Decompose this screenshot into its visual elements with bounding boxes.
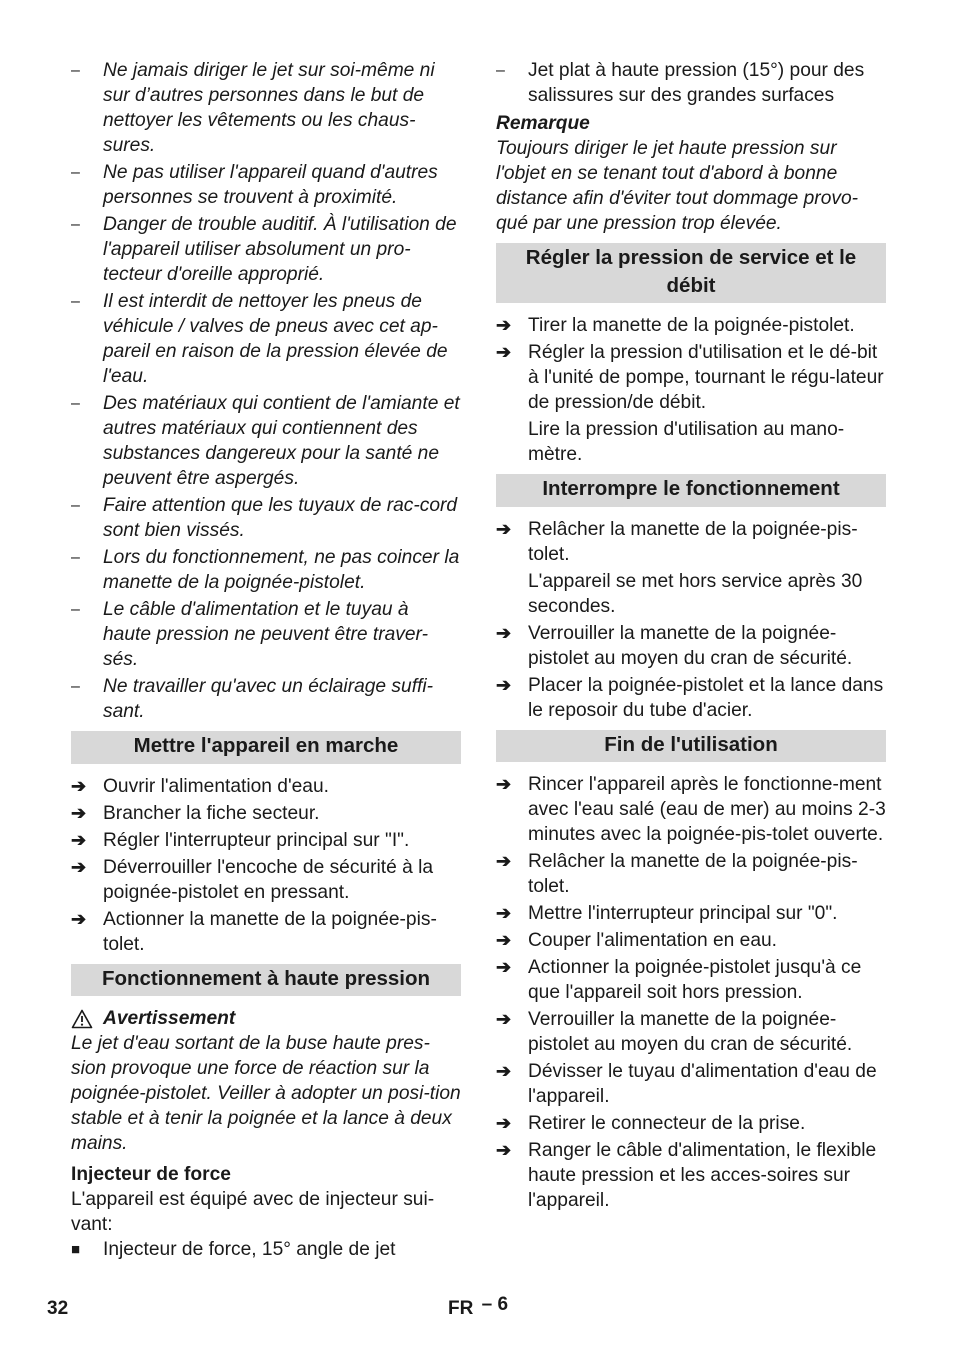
warning-label: Avertissement — [103, 1008, 236, 1029]
warning-text: Le jet d'eau sortant de la buse haute pres-sion provoque une force de réaction sur la poignée-pistolet. Veiller à adopter un posi-tion stable et à tenir la poignée et la lance à deux mains. — [71, 1033, 461, 1154]
list-item: – Danger de trouble auditif. À l'utilisation de l'appareil utiliser absolument un pro-tecteur d'oreille approprié. — [71, 214, 457, 285]
arrow-icon: ➔ — [71, 802, 87, 823]
dash-marker: – — [71, 678, 80, 695]
step-item: ➔ Actionner la poignée-pistolet jusqu'à ce que l'appareil soit hors pression. — [496, 957, 862, 1003]
list-item: – Ne pas utiliser l'appareil quand d'autres personnes se trouvent à proximité. — [71, 162, 438, 208]
dash-marker: – — [71, 395, 80, 412]
dash-marker: – — [71, 164, 80, 181]
arrow-icon: ➔ — [496, 930, 512, 950]
step-item: ➔ Placer la poignée-pistolet et la lance dans le reposoir du tube d'acier. — [496, 674, 884, 721]
dash-marker: – — [71, 216, 80, 233]
dash-marker: – — [71, 549, 80, 566]
list-item: – Le câble d'alimentation et le tuyau à haute pression ne peuvent être traver-sés. — [71, 599, 428, 670]
step-item: ➔ Verrouiller la manette de la poignée-pistolet au moyen du cran de sécurité. — [496, 622, 853, 669]
list-item: – Il est interdit de nettoyer les pneus de véhicule / valves de pneus avec cet ap-pareil en raison de la pression élevée de l'eau. — [71, 291, 448, 387]
start-steps — [71, 774, 461, 957]
step-item: ➔ Dévisser le tuyau d'alimentation d'eau de l'appareil. — [496, 1061, 877, 1107]
step-item: ➔ Mettre l'interrupteur principal sur "0". — [496, 903, 838, 924]
left-column — [71, 58, 461, 1264]
right-column — [496, 58, 886, 1215]
step-item: ➔ Retirer le connecteur de la prise. — [496, 1113, 806, 1134]
list-item: – Jet plat à haute pression (15°) pour des salissures sur des grandes surfaces — [496, 60, 865, 106]
step-item: ➔ Régler l'interrupteur principal sur "I". — [71, 829, 410, 851]
section-heading-high-pressure: Fonctionnement à haute pression — [71, 964, 461, 997]
list-item: – Ne jamais diriger le jet sur soi-même ni sur d’autres personnes dans le but de nettoyer les vêtements ou les chaus-sures. — [71, 60, 435, 156]
section-heading-interrupt: Interrompre le fonctionnement — [496, 474, 886, 507]
injector-label: Injecteur de force — [71, 1164, 231, 1185]
note-text: Toujours diriger le jet haute pression sur l'objet en se tenant tout d'abord à bonne distance afin d'éviter tout dommage provo-qué par une pression trop élevée. — [496, 138, 859, 234]
warning-triangle-icon — [71, 1009, 93, 1029]
end-steps — [496, 772, 886, 1213]
step-item: ➔ Déverrouiller l'encoche de sécurité à la poignée-pistolet en pressant. — [71, 856, 434, 903]
injector-text: L'appareil est équipé avec de injecteur sui-vant: — [71, 1189, 435, 1235]
square-bullet-icon: ■ — [71, 1241, 81, 1258]
step-item: ➔ Régler la pression d'utilisation et le dé-bit à l'unité de pompe, tournant le régu-lateur de pression/de débit. — [496, 342, 884, 413]
arrow-icon: ➔ — [496, 957, 512, 977]
arrow-icon: ➔ — [496, 518, 512, 539]
dash-marker: – — [496, 62, 505, 79]
section-heading-start: Mettre l'appareil en marche — [71, 731, 461, 764]
list-item: – Faire attention que les tuyaux de rac-cord sont bien vissés. — [71, 495, 458, 541]
dash-marker: – — [71, 497, 80, 514]
arrow-icon: ➔ — [71, 908, 87, 929]
dash-marker: – — [71, 62, 80, 79]
list-item: – Ne travailler qu'avec un éclairage suffi-sant. — [71, 676, 434, 722]
arrow-icon: ➔ — [496, 342, 512, 362]
step-item: ➔ Tirer la manette de la poignée-pistolet. — [496, 315, 855, 336]
list-item: ■ Injecteur de force, 15° angle de jet — [71, 1239, 396, 1260]
step-item: ➔ Verrouiller la manette de la poignée-pistolet au moyen du cran de sécurité. — [496, 1009, 853, 1055]
step-item: ➔ Ranger le câble d'alimentation, le flexible haute pression et les acces-soires sur l'appareil. — [496, 1140, 877, 1211]
arrow-icon: ➔ — [496, 1140, 512, 1160]
step-item: ➔ Rincer l'appareil après le fonctionne-ment avec l'eau salé (eau de mer) au moins 2-3 minutes avec la poignée-pis-tolet ouverte. — [496, 774, 886, 845]
list-item: – Lors du fonctionnement, ne pas coincer la manette de la poignée-pistolet. — [71, 547, 460, 593]
arrow-icon: ➔ — [496, 774, 512, 794]
dash-marker: – — [71, 293, 80, 310]
step-item: ➔ Ouvrir l'alimentation d'eau. — [71, 775, 329, 797]
step-note: L'appareil se met hors service après 30 secondes. — [528, 570, 863, 617]
arrow-icon: ➔ — [496, 1009, 512, 1029]
step-item: ➔ Couper l'alimentation en eau. — [496, 930, 777, 951]
step-item: ➔ Relâcher la manette de la poignée-pis-tolet. — [496, 518, 858, 565]
dash-marker: – — [71, 601, 80, 618]
arrow-icon: ➔ — [496, 903, 512, 923]
page-number: 32 — [47, 1298, 69, 1319]
language-code: FR — [448, 1298, 474, 1319]
arrow-icon: ➔ — [496, 1113, 512, 1133]
safety-list — [71, 58, 461, 724]
note-label: Remarque — [496, 113, 590, 134]
step-note: Lire la pression d'utilisation au mano-mètre. — [528, 419, 845, 465]
arrow-icon: ➔ — [71, 829, 87, 850]
arrow-icon: ➔ — [71, 775, 87, 796]
arrow-icon: ➔ — [496, 851, 512, 871]
arrow-icon: ➔ — [496, 1061, 512, 1081]
arrow-icon: ➔ — [496, 315, 512, 335]
arrow-icon: ➔ — [496, 674, 512, 695]
footer-language — [448, 1296, 508, 1322]
section-heading-end: Fin de l'utilisation — [496, 730, 886, 763]
section-page: – 6 — [481, 1294, 509, 1315]
step-item: ➔ Relâcher la manette de la poignée-pis-tolet. — [496, 851, 858, 897]
list-item: – Des matériaux qui contient de l'amiante et autres matériaux qui contiennent des substances dangereux pour la santé ne peuvent être aspergés. — [71, 393, 460, 489]
step-item: ➔ Brancher la fiche secteur. — [71, 802, 320, 824]
section-heading-pressure: Régler la pression de service et le débit — [496, 243, 886, 303]
step-item: ➔ Actionner la manette de la poignée-pis-tolet. — [71, 908, 437, 955]
arrow-icon: ➔ — [496, 622, 512, 643]
warning-label-row — [71, 1006, 461, 1031]
arrow-icon: ➔ — [71, 856, 87, 877]
